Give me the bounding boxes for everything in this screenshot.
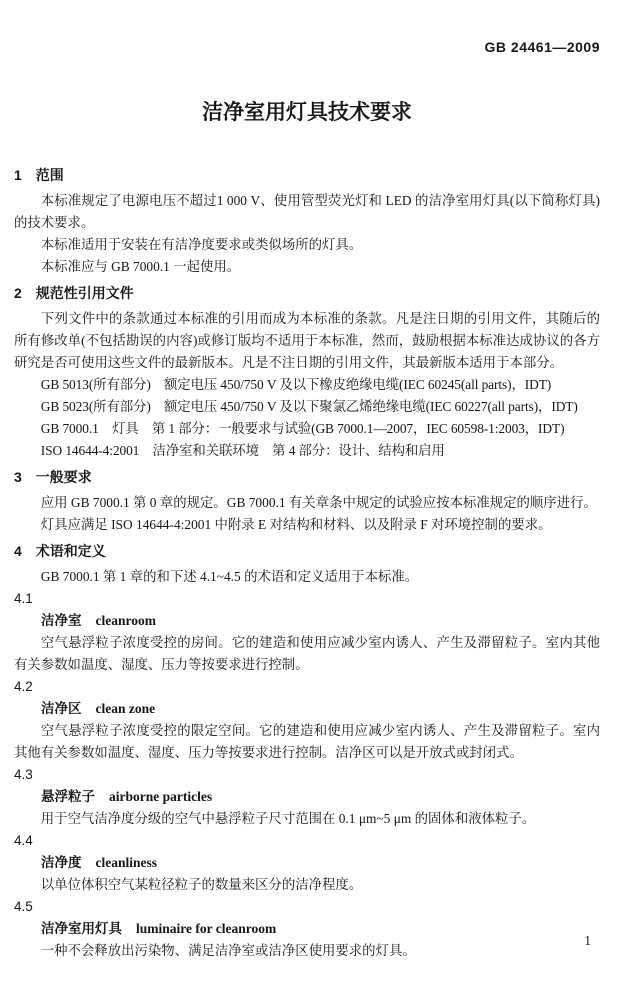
section-4-title: 术语和定义 — [35, 543, 106, 559]
clause-number: 4.4 — [14, 833, 33, 848]
term-line — [14, 786, 600, 808]
definition-text: 空气悬浮粒子浓度受控的限定空间。它的建造和使用应减少室内诱人、产生及滞留粒子。室内其他有关参数如温度、湿度、压力等按要求进行控制。洁净区可以是开放式或封闭式。 — [14, 723, 600, 760]
section-2-heading — [14, 282, 600, 304]
paragraph: 应用 GB 7000.1 第 0 章的规定。GB 7000.1 有关章条中规定的试验应按本标准规定的顺序进行。 — [40, 495, 597, 510]
term-en: cleanroom — [95, 613, 156, 628]
doc-code: GB 24461—2009 — [484, 39, 600, 55]
section-1-title: 范围 — [35, 167, 64, 183]
term-cn: 悬浮粒子 — [41, 789, 95, 804]
term-en: luminaire for cleanroom — [136, 921, 277, 936]
section-3-heading — [14, 466, 600, 488]
term-line — [14, 698, 600, 720]
section-1-heading — [14, 164, 600, 186]
reference-item: GB 5023(所有部分) 额定电压 450/750 V 及以下聚氯乙烯绝缘电缆(IEC 60227(all parts)，IDT) — [40, 399, 578, 414]
section-2-title: 规范性引用文件 — [35, 285, 134, 301]
definition-text: 用于空气洁净度分级的空气中悬浮粒子尺寸范围在 0.1 μm~5 μm 的固体和液体粒子。 — [40, 811, 536, 826]
term-line — [14, 852, 600, 874]
definition-text: 空气悬浮粒子浓度受控的房间。它的建造和使用应减少室内诱人、产生及滞留粒子。室内其他有关参数如温度、湿度、压力等按要求进行控制。 — [14, 635, 600, 672]
section-4-heading — [14, 540, 600, 562]
term-cn: 洁净区 — [41, 701, 82, 716]
term-cn: 洁净度 — [41, 855, 82, 870]
term-en: cleanliness — [95, 855, 158, 870]
paragraph: 本标准适用于安装在有洁净度要求或类似场所的灯具。 — [40, 237, 363, 252]
reference-item: GB 5013(所有部分) 额定电压 450/750 V 及以下橡皮绝缘电缆(IEC 60245(all parts)，IDT) — [40, 377, 552, 392]
term-en: clean zone — [95, 701, 156, 716]
clause-number: 4.5 — [14, 899, 33, 914]
definition-text: 一种不会释放出污染物、满足洁净室或洁净区使用要求的灯具。 — [40, 943, 416, 958]
paragraph: 本标准规定了电源电压不超过1 000 V、使用管型荧光灯和 LED 的洁净室用灯具(以下简称灯具)的技术要求。 — [14, 193, 600, 230]
section-1-number: 1 — [14, 167, 22, 183]
definition-block — [14, 588, 600, 676]
clause-number: 4.3 — [14, 767, 33, 782]
definition-block — [14, 896, 600, 962]
definition-block — [14, 830, 600, 896]
section-3-title: 一般要求 — [35, 469, 92, 485]
paragraph: 本标准应与 GB 7000.1 一起使用。 — [40, 259, 241, 274]
section-4-number: 4 — [14, 543, 22, 559]
definition-block — [14, 764, 600, 830]
paragraph: GB 7000.1 第 1 章的和下述 4.1~4.5 的术语和定义适用于本标准。 — [40, 569, 419, 584]
term-cn: 洁净室 — [41, 613, 82, 628]
section-2-number: 2 — [14, 285, 22, 301]
paragraph: 下列文件中的条款通过本标准的引用而成为本标准的条款。凡是注日期的引用文件，其随后的所有修改单(不包括勘误的内容)或修订版均不适用于本标准，然而，鼓励根据本标准达成协议的各方研究是否可使用这些文件的最新版本。凡是不注日期的引用文件，其最新版本适用于本部分。 — [14, 311, 600, 370]
definition-block — [14, 676, 600, 764]
paragraph: 灯具应满足 ISO 14644-4:2001 中附录 E 对结构和材料、以及附录 F 对环境控制的要求。 — [40, 517, 552, 532]
page-title: 洁净室用灯具技术要求 — [202, 101, 412, 124]
clause-number: 4.2 — [14, 679, 33, 694]
term-line — [14, 610, 600, 632]
page-number: 1 — [584, 933, 591, 948]
clause-number: 4.1 — [14, 591, 33, 606]
term-line — [14, 918, 600, 940]
term-cn: 洁净室用灯具 — [41, 921, 122, 936]
reference-item: GB 7000.1 灯具 第 1 部分：一般要求与试验(GB 7000.1—2007，IEC 60598-1:2003，IDT) — [40, 421, 565, 436]
section-3-number: 3 — [14, 469, 22, 485]
definition-text: 以单位体积空气某粒径粒子的数量来区分的洁净程度。 — [40, 877, 363, 892]
term-en: airborne particles — [109, 789, 213, 804]
reference-item: ISO 14644-4:2001 洁净室和关联环境 第 4 部分：设计、结构和启用 — [40, 443, 445, 458]
